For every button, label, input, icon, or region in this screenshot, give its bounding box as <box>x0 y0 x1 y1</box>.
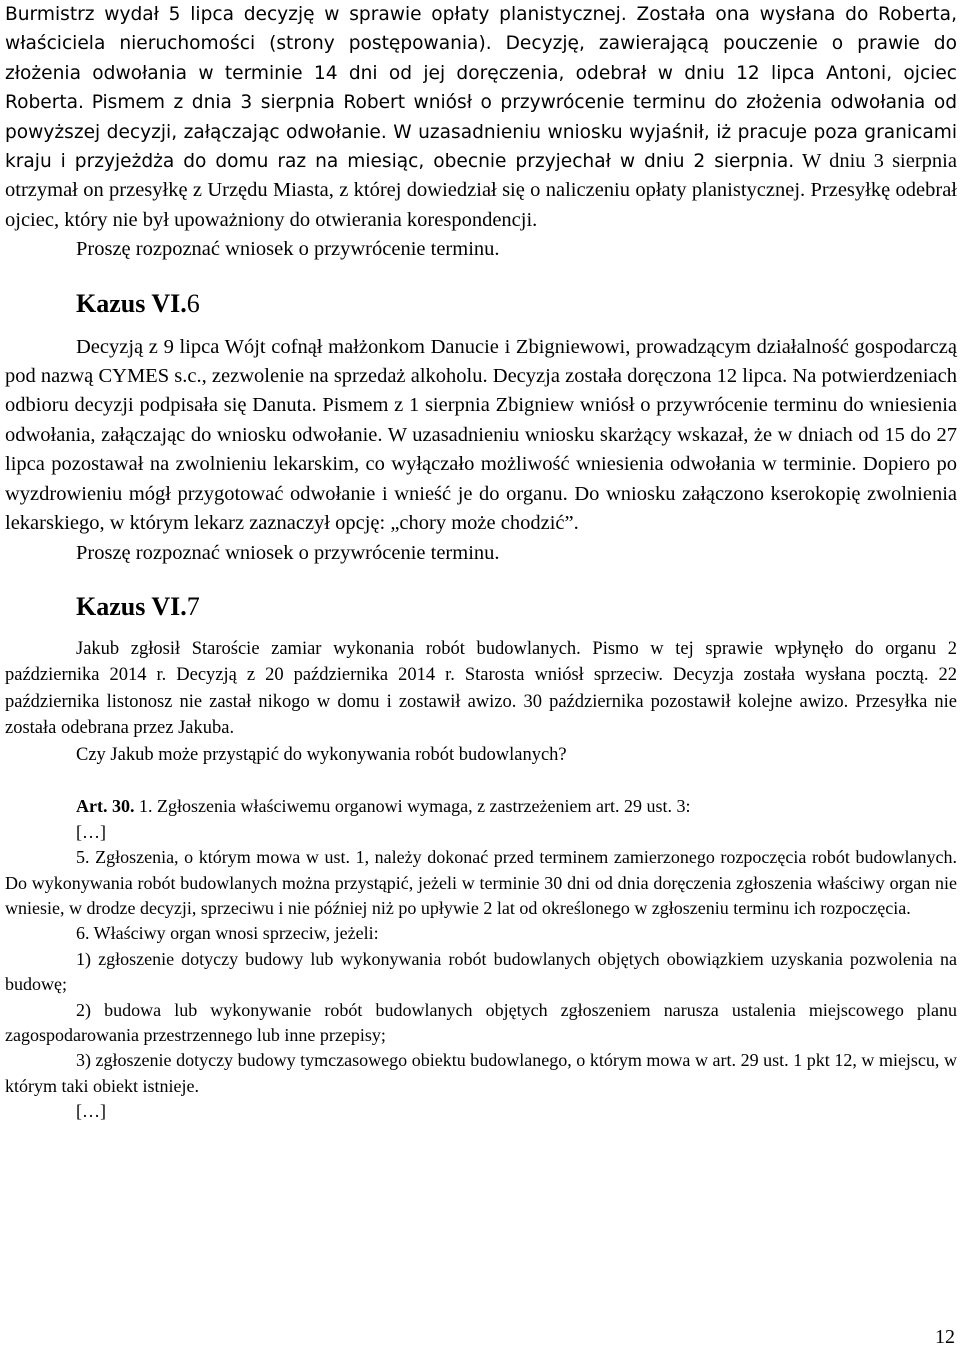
article-ellipsis: […] <box>76 821 106 842</box>
article-intro <box>5 794 957 819</box>
article-item-3: 3) zgłoszenie dotyczy budowy tymczasowego obiektu budowlanego, o którym mowa w art. 29 ust. 1 pkt 12, w miejscu, w którym taki obiekt istnieje. <box>5 1050 957 1096</box>
question-1: Proszę rozpoznać wniosek o przywrócenie terminu. <box>76 238 500 261</box>
article-30 <box>5 794 957 1124</box>
article-ellipsis: […] <box>76 1101 106 1122</box>
case-7-question: Czy Jakub może przystąpić do wykonywania robót budowlanych? <box>76 744 567 765</box>
article-intro-text: 1. Zgłoszenia właściwemu organowi wymaga, z zastrzeżeniem art. 29 ust. 3: <box>138 796 691 817</box>
paragraph-robert-part-b: Pismem z dnia 3 sierpnia Robert wniósł o przywrócenie terminu do złożenia odwołania od powyższej decyzji, załączając odwołanie. W uzasadnieniu wniosku wyjaśnił, iż pracuje poza granicami kraju i przyjeżdża do domu raz na miesiąc, obecnie przyjechał w dniu 2 sierpnia. <box>5 92 958 173</box>
article-title: Art. 30. <box>76 796 135 817</box>
case-6-question: Proszę rozpoznać wniosek o przywrócenie terminu. <box>76 541 500 564</box>
paragraph-robert-part-c: W dniu 3 sierpnia otrzymał on przesyłkę z Urzędu Miasta, z której dowiedział się o naliczeniu opłaty planistycznej. Przesyłkę odebrał ojciec, który nie był upoważniony do otwierania korespondencji. <box>5 150 957 231</box>
document-page <box>5 0 957 1125</box>
case-6-text: Decyzją z 9 lipca Wójt cofnął małżonkom Danucie i Zbigniewowi, prowadzącym działalność gospodarczą pod nazwą CYMES s.c., zezwolenie na sprzedaż alkoholu. Decyzja została doręczona 12 lipca. Na potwierdzeniach odbioru decyzji podpisała się Danuta. Pismem z 1 sierpnia Zbigniew wniósł o przywrócenie terminu do wniesienia odwołania, załączając do wniosku odwołanie. W uzasadnieniu wniosku skarżący wskazał, że w dniach od 15 do 27 lipca pozostawał na zwolnieniu lekarskim, co wyłączało możliwość wniesienia odwołania w terminie. Dopiero po wyzdrowieniu mógł przygotować odwołanie i wnieść je do organu. Do wniosku załączono kserokopię zwolnienia lekarskiego, w którym lekarz zaznaczył opcję: „chory może chodzić”. <box>5 335 957 535</box>
case-heading-6 <box>5 289 957 319</box>
page-number: 12 <box>935 1326 955 1348</box>
case-number: 6 <box>186 288 200 318</box>
paragraph-robert-part-a: Burmistrz wydał 5 lipca decyzję w sprawie opłaty planistycznej. Została ona wysłana do Roberta, właściciela nieruchomości (strony postępowania). Decyzję, zawierającą pouczenie o prawie do złożenia odwołania w terminie 14 dni od jej doręczenia, odebrał w dniu 12 lipca Antoni, ojciec Roberta. <box>5 4 957 114</box>
case-heading-7 <box>5 592 957 622</box>
article-para-5: 5. Zgłoszenia, o którym mowa w ust. 1, należy dokonać przed terminem zamierzonego rozpoczęcia robót budowlanych. Do wykonywania robót budowlanych można przystąpić, jeżeli w terminie 30 dni od dnia doręczenia zgłoszenia właściwy organ nie wniesie, w drodze decyzji, sprzeciwu i nie później niż po upływie 2 lat od określonego w zgłoszeniu terminu ich rozpoczęcia. <box>5 847 957 919</box>
case-number: 7 <box>186 591 200 621</box>
article-para-6: 6. Właściwy organ wnosi sprzeciw, jeżeli: <box>76 923 379 944</box>
paragraph-robert <box>5 0 957 235</box>
article-item-2: 2) budowa lub wykonywanie robót budowlanych objętych zgłoszeniem narusza ustalenia miejscowego planu zagospodarowania przestrzennego lub inne przepisy; <box>5 999 957 1046</box>
case-label: Kazus VI. <box>76 591 187 621</box>
case-label: Kazus VI. <box>76 288 187 318</box>
article-item-1: 1) zgłoszenie dotyczy budowy lub wykonywania robót budowlanych objętych obowiązkiem uzyskania pozwolenia na budowę; <box>5 948 957 995</box>
case-7-text: Jakub zgłosił Staroście zamiar wykonania robót budowlanych. Pismo w tej sprawie wpłynęło do organu 2 października 2014 r. Decyzją z 20 października 2014 r. Starosta wniósł sprzeciw. Decyzja została wysłana pocztą. 22 października listonosz nie zastał nikogo w domu i zostawił awizo. 30 października pozostawił kolejne awizo. Przesyłka nie została odebrana przez Jakuba. <box>5 638 957 739</box>
